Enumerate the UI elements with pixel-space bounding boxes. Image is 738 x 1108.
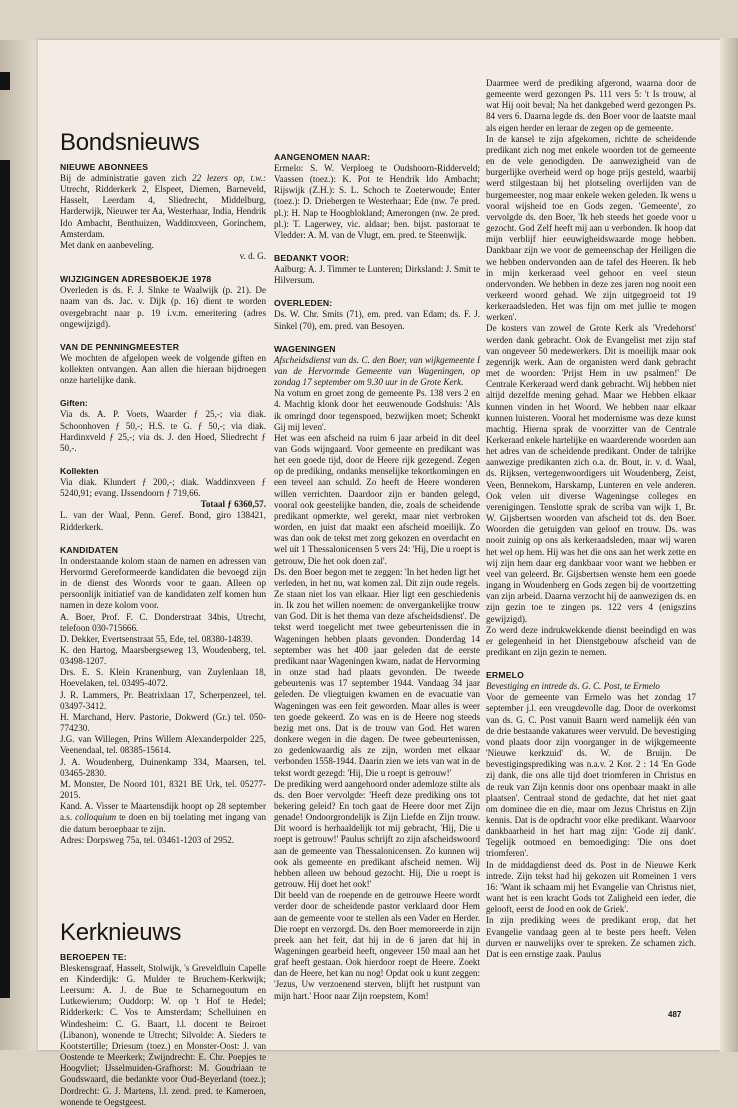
penningmeester-closing: L. van der Waal, Penn. Geref. Bond, giro 138421, Ridderkerk.	[60, 510, 266, 532]
heading-giften: Giften:	[60, 398, 88, 409]
heading-aangenomen: AANGENOMEN NAAR:	[274, 152, 371, 162]
heading-nieuwe-abonnees: NIEUWE ABONNEES	[60, 162, 149, 172]
ermelo-paragraph: In de middagdienst deed ds. Post in de Nieuwe Kerk intrede. Zijn tekst had hij gekozen uit Romeinen 1 vers 16: 'Want ik schaam mij het Evangelie van Christus niet, want het is een kracht Gods tot Zaligheid een ieder, die gelooft, eerst de Jood en ook de Griek'.	[486, 859, 696, 915]
heading-wageningen: WAGENINGEN	[274, 343, 336, 354]
page-number: 487	[668, 1010, 682, 1019]
heading-penningmeester: VAN DE PENNINGMEESTER	[60, 341, 180, 352]
heading-overleden: OVERLEDEN:	[274, 298, 333, 309]
giften-text: Via ds. A. P. Voets, Waarder ƒ 25,-; via diak. Schoonhoven ƒ 50,-; H.S. te G. ƒ 50,-; via diak. Hardinxveld ƒ 25,-; via ds. J. den Hoed, Sliedrecht ƒ 50,-.	[60, 409, 266, 453]
heading-ermelo: ERMELO	[486, 670, 524, 681]
kandidaat-entry: D. Dekker, Evertsenstraat 55, Ede, tel. 08380-14839.	[60, 633, 253, 644]
wijzigingen-text: Overleden is ds. F. J. Slnke te Waalwijk (p. 21). De naam van ds. Jac. v. Dijk (p. 16) dient te worden overgebracht naar p. 19 i.v.m. emeritering (adres ongewijzigd).	[60, 285, 266, 329]
heading-wijzigingen: WIJZIGINGEN ADRESBOEKJE 1978	[60, 274, 212, 285]
aangenomen-text: Ermelo: S. W. Verploeg te Oudshoorn-Ridderveld; Vaassen (toez.): K. Pot te Hendrik Ido Ambacht; Rijswijk (Z.H.): S. L. Schoch te Zoeterwoude; Enter (toez.): D. Driebergen te Westerhaar; Ede (nw. 7e pred. pl.): H. Nap te Hoogblokland; Amerongen (nw. 2e pred. pl.): T. Lagerwey, vic. aldaar; ben. bijst. pastoraat te Vledder: A. M. van de Vlugt, em. pred. te Steenwijk.	[274, 163, 480, 240]
wageningen-paragraph: Zo werd deze indrukwekkende dienst beeindigd en was er gelegenheid in het Dienstgebouw afscheid van de predikant en zijn gezin te nemen.	[486, 624, 696, 657]
wageningen-paragraph: In de kansel te zijn afgekomen, richtte de scheidende predikant zich nog met enkele woorden tot de gemeente en de vele genodigden. De aanwezigheid van de burgerlijke overheid werd op hoge prijs gesteld, waarbij werd stilgestaan bij het plotseling overlijden van de burgemeester, nog maar enkele weken geleden. Ik wens u vooral wijsheid toe en Gods zegen. 'Gemeente', zo vervolgde ds. den Boer, 'Ik heb steeds het goede voor u gezocht. God Zelf heeft mij aan u verbonden. Ik hoop dat mijn verblijf hier eeuwigheidswaarde moge hebben. Dankbaar zijn we voor de gemeenschap der Heiligen die we hebben ondervonden aan de tafel des Heeren. Ik heb in mijn kerkeraad veel gehoor en veel steun ondervonden. We hebben in deze zes jaren nog nooit een verkeerd woord gehad. We zijn uitgegroeid tot 19 kerkeraadsleden. Het was fijn om met jullie te mogen werken'.	[486, 133, 696, 323]
ermelo-subtitle: Bevestiging en intrede ds. G. C. Post, te Ermelo	[486, 681, 660, 692]
kandidaat-visser-adres: Adres: Dorpsweg 75a, tel. 03461-1203 of 2952.	[60, 834, 235, 845]
kandidaat-entry: J. A. Woudenberg, Duinenkamp 334, Maarsen, tel. 03465-2830.	[60, 756, 266, 778]
column-3	[486, 78, 696, 960]
kollekten-text: Via diak. Klundert ƒ 200,-; diak. Waddinxveen ƒ 5240,91; evang. IJssendoorn ƒ 719,66.	[60, 476, 266, 499]
section-title-bondsnieuws: Bondsnieuws	[60, 129, 200, 156]
left-edge-marker	[0, 72, 10, 90]
nieuwe-abonnees-closing: Met dank en aanbeveling.	[60, 239, 154, 250]
section-title-kerknieuws: Kerknieuws	[60, 918, 182, 946]
wageningen-paragraph: De prediking werd aangehoord onder ademloze stilte als ds. den Boer vervolgde: 'Heeft deze prediking ons tot bekering geleid? En toch gaat de Heere door met Zijn genade! Ondoorgrondelijk is Zijn Liefde en Zijn trouw. Dit woord is herhaaldelijk tot mij gebracht, 'Hij, Die u roept is getrouw!' Paulus schrijft zo zijn afscheidswoord aan de gemeente van Thessalonicensen. Zo kunnen wij ook als gemeente en predikant afscheid nemen. Wij hebben alleen uw behoud gezocht. Hij, Die u roept is getrouw. Hij doet het ook!'	[274, 778, 480, 890]
ermelo-paragraph: In zijn prediking wees de predikant erop, dat het Evangelie vandaag geen al te beste pers heeft. Velen durven er nauwelijks over te spreken. Ze schamen zich. Dat is een ernstige zaak. Paulus	[486, 915, 696, 959]
kollekten-totaal: Totaal ƒ 6360,57.	[200, 499, 266, 510]
column-2	[274, 78, 480, 1002]
heading-kandidaten: KANDIDATEN	[60, 544, 119, 555]
kandidaat-entry: H. Marchand, Herv. Pastorie, Dokwerd (Gr.) tel. 050-774230.	[60, 711, 266, 734]
wageningen-paragraph: Dit beeld van de roepende en de getrouwe Heere wordt verder door de scheidende pastor verklaard door Hem aan de gemeente voor te stellen als een Vader en Herder. Die roept en verzorgd. Ds. den Boer memoreerde in zijn preek aan het feit, dat hij in de 6 jaren dat hij in Wageningen gearbeid heeft, ongeveer 150 maal aan het graf heeft gestaan. Ook hierdoor roept de Heere. Zoekt dan de Heere, het kan nu nog! Opdat ook u kunt zeggen: 'Jezus, Uw verzoenend sterven, blijft het rustpunt van mijn hart.' Hoor naar Zijn roepstem, Kom!	[274, 890, 480, 1001]
heading-bedankt: BEDANKT VOOR:	[274, 253, 350, 264]
kandidaat-entry: J. R. Lammers, Pr. Beatrixlaan 17, Scherpenzeel, tel. 03497-3412.	[60, 689, 266, 711]
left-edge-bar	[0, 160, 10, 998]
wageningen-paragraph: Daarmee werd de prediking afgerond, waarna door de gemeente werd gezongen Ps. 111 vers 5: 't Is trouw, al wat Hij ooit beval; Na het dankgebed werd gezongen Ps. 84 vers 6. Daarna legde ds. den Boer voor de laatste maal als eigen herder en leraar de zegen op de gemeente.	[486, 78, 696, 133]
nieuwe-abonnees-text: Bij de administratie gaven zich 22 lezers op, t.w.: Utrecht, Ridderkerk 2, Elspeet, Diemen, Barneveld, Hasselt, Leerdam 4, Sliedrecht, Middelburg, Harderwijk, Nieuwer ter Aa, Westerhaar, India, Hendrik Ido Ambacht, Benthuizen, Waddinxveen, Gorinchem, Amsterdam.	[60, 173, 266, 239]
wageningen-subtitle: Afscheidsdienst van ds. C. den Boer, van wijkgemeente I van de Hervormde Gemeente van Wageningen, op zondag 17 september om 9.30 uur in de Grote Kerk.	[274, 354, 480, 388]
wageningen-paragraph: Ds. den Boer begon met te zeggen: 'In het heden ligt het verleden, in het nu, wat komen zal. Dit zijn oude regels. Ze staan niet los van elkaar. Hier ligt een geschiedenis in. Ik zou het willen noemen: de onvergankelijke trouw van God. Dit is het thema van deze afscheidsdienst'. De tekst werd toegelicht met twee gebeurtenissen die in Wageningen hebben plaats gevonden. Donderdag 14 september was het 400 jaar geleden dat de eerste predikant naar Wageningen kwam, nadat de Hervorming in onze stad had plaats gevonden. De tweede gebeurtenis was 17 september 1944. Vandaag 34 jaar geleden. De vliegtuigen kwamen en de evacuatie van Wageningen was een feit geworden. Maar alles is weer ten goede gekeerd. Zo was en is de Heere nog steeds bezig met ons. Dat is de trouw van God. Het waren donkere wegen in die dagen. De twee gebeurtenissen, zo gedenkwaardig als ze zijn, worden met elkaar verbonden 1558-1944. Daarin zien we iets van wat in de tekst wordt gezegd: 'Hij, Die u roept is getrouw!'	[274, 566, 480, 778]
heading-kollekten: Kollekten	[60, 465, 99, 476]
page-right-edge	[720, 38, 738, 1052]
kandidaat-entry: Drs. E. S. Klein Kranenburg, van Zuylenlaan 18, Hoevelaken, tel. 03495-4072.	[60, 667, 266, 689]
ermelo-paragraph: Voor de gemeente van Ermelo was het zondag 17 september j.l. een vreugdevolle dag. Door de overkomst van ds. G. C. Post vanuit Baarn werd namelijk één van de drie bestaande vakatures weer vervuld. De bevestiging vond plaats door zijn voorganger in de wijkgemeente 'Nieuwe kerkzuid' ds. W. de Bruijn. De bevestigingsprediking was n.a.v. 2 Kor. 2 : 14 'En Gode zij dank, die ons alle tijd doet triomferen in Christus en de reuk van Zijn kennis door ons openbaar maakt in alle plaatsen'. Centraal stond de gedachte, dat het niet gaat om dominee die en die, maar om Jezus Christus en Zijn kennis. Dat is de opdracht voor elke predikant. Waarvoor dankbaarheid in het hart mag zijn: 'Gode zij dank'. Tegelijk ootmoed en bemoediging: 'Die ons doet triomferen'.	[486, 692, 696, 859]
wageningen-paragraph: De kosters van zowel de Grote Kerk als 'Vredehorst' werden dank gebracht. Ook de Evangelist met zijn staf van ongeveer 50 medewerkers. Dit is moeilijk maar ook zegenrijk werk. Aan de organisten werd dank gebracht met de woorden: 'Prijst Hem in uw psalmen!' De Centrale Kerkeraad werd dank gebracht. Wij hebben niet altijd dezelfde mening gehad. Maar we Hebben elkaar kunnen vinden in het Woord. We hebben naar elkaar kunnen luisteren. Vooral het modernisme was deze kunst machtig. Hierna sprak de voorzitter van de Centrale Kerkeraad enkele hartelijke en waarderende woorden aan het adres van de scheidende predikant. Onder de talrijke aanwezige predikanten zich o.a. dr. Bout, ir. v. d. Waal, ds. Rijksen, vertegenwoordigers uit Woudenberg, Zeist, Veen, Bennekom, Harskamp, Lunteren en vele anderen. Ook velen uit diverse Wageningse colleges en verenigingen. Tenslotte sprak de scriba van wijk 1, Br. W. Gijsbertsen woorden van afscheid tot ds. den Boer. Woorden die getuigden van geloof en trouw. Ds. was nooit zuinig op ons als kerkeraadsleden, maar wij waren het wel op hem. Hij was het die ons aan het werk zette en wij zijn hem daar erg dankbaar voor want we hebben er veel van geleerd. Br. Gijsbertsen wenste hem een goede ingang in Woudenberg en Gods zegen bij de voortzetting van zijn arbeid. Daarna verzocht hij de aanwezigen ds. en zijn gezin toe te zingen ps. 122 vers 4 (enigszins gewijzigd).	[486, 323, 696, 624]
heading-beroepen: BEROEPEN TE:	[60, 951, 127, 962]
overleden-text: Ds. W. Chr. Smits (71), em. pred. van Edam; ds. F. J. Sinkel (70), em. pred. van Besoyen.	[274, 309, 480, 331]
bedankt-text: Aalburg: A. J. Timmer te Lunteren; Dirksland: J. Smit te Hilversum.	[274, 264, 480, 286]
kandidaat-entry: A. Boer, Prof. F. C. Donderstraat 34bis, Utrecht, telefoon 030-715666.	[60, 611, 266, 633]
beroepen-text: Bleskensgraaf, Hasselt, Stolwijk, 's Greveldluin Capelle en Kinderdijk: G. Mulder te Bruchem-Kerkwijk; Leersum: A. J. de Bue te Scharnegoutum en Lutkewierum; Ouddorp: W. op 't Hof te Hedel; Ridderkerk: C. Vos te Amsterdam; Schelluinen en Windesheim: C. G. Baart, l.l. docent te Beiroet (Libanon), wonende te Utrecht; Silvolde: A. Sieders te Kootstertille; Driesum (toez.) en Monster-Oost: J. van Oostende te Meerkerk; Zwijndrecht: E. Chr. Poepjes te Hoogvliet; IJsselmuiden-Grafhorst: M. Goudriaan te Goudswaard, die bedankte voor Oud-Beyerland (toez.); Dordrecht: G. J. Martens, l.l. zend. pred. te Kameroen, wonende te Oegstgeest.	[60, 962, 266, 1107]
column-1	[60, 78, 266, 1108]
kandidaten-intro: In onderstaande kolom staan de namen en adressen van Hervormd Gereformeerde kandidaten die bevoegd zijn in de dienst des Woords voor te gaan. Alleen op persoonlijk initiatief van de kandidaten zelf komen hun namen in deze kolom voor.	[60, 555, 266, 611]
kandidaat-entry: J.G. van Willegen, Prins Willem Alexanderpolder 225, Veenendaal, tel. 08385-15614.	[60, 734, 266, 756]
kandidaat-entry: M. Monster, De Noord 101, 8321 BE Urk, tel. 05277-2015.	[60, 778, 266, 801]
wageningen-paragraph: Het was een afscheid na ruim 6 jaar arbeid in dit deel van Gods wijngaard. Voor gemeente en predikant was het een goede tijd, door de Heere rijk gezegend. Zegen op de prediking, ondanks menselijke tekortkomingen en een teveel aan schuld. Zo heeft de Heere wonderen willen verrichten. Daardoor zijn er banden gelegd, vooral ook geestelijke banden, die, zoals de scheidende predikant opmerkte, wel gerekt, maar niet verbroken worden, en juist dat maakt een afscheid moeilijk. Zo was dan ook de tekst met zorg gekozen en overdacht en wel uit 1 Thessalonicensen 5 vers 24: 'Hij, Die u roept is getrouw, Die het ook doen zal'.	[274, 432, 480, 566]
nieuwe-abonnees-signature: v. d. G.	[239, 251, 266, 262]
wageningen-paragraph: Na votum en groet zong de gemeente Ps. 138 vers 2 en 4. Machtig klonk door het eeuwenoude Godshuis: 'Als ik omringd door tegenspoed, bezwijken moet; Schenkt Gij mij leven'.	[274, 388, 480, 432]
kandidaat-entry: K. den Hartog, Maarsbergseweg 13, Woudenberg, tel. 03498-1207.	[60, 645, 266, 667]
penningmeester-text: We mochten de afgelopen week de volgende giften en kollekten ontvangen. Aan allen die hieraan bijdroegen onze hartelijke dank.	[60, 352, 266, 386]
kandidaat-visser: Kand. A. Visser te Maartensdijk hoopt op 28 september a.s. colloquium te doen en bij toelating met ingang van die datum beroepbaar te zijn.	[60, 801, 266, 834]
